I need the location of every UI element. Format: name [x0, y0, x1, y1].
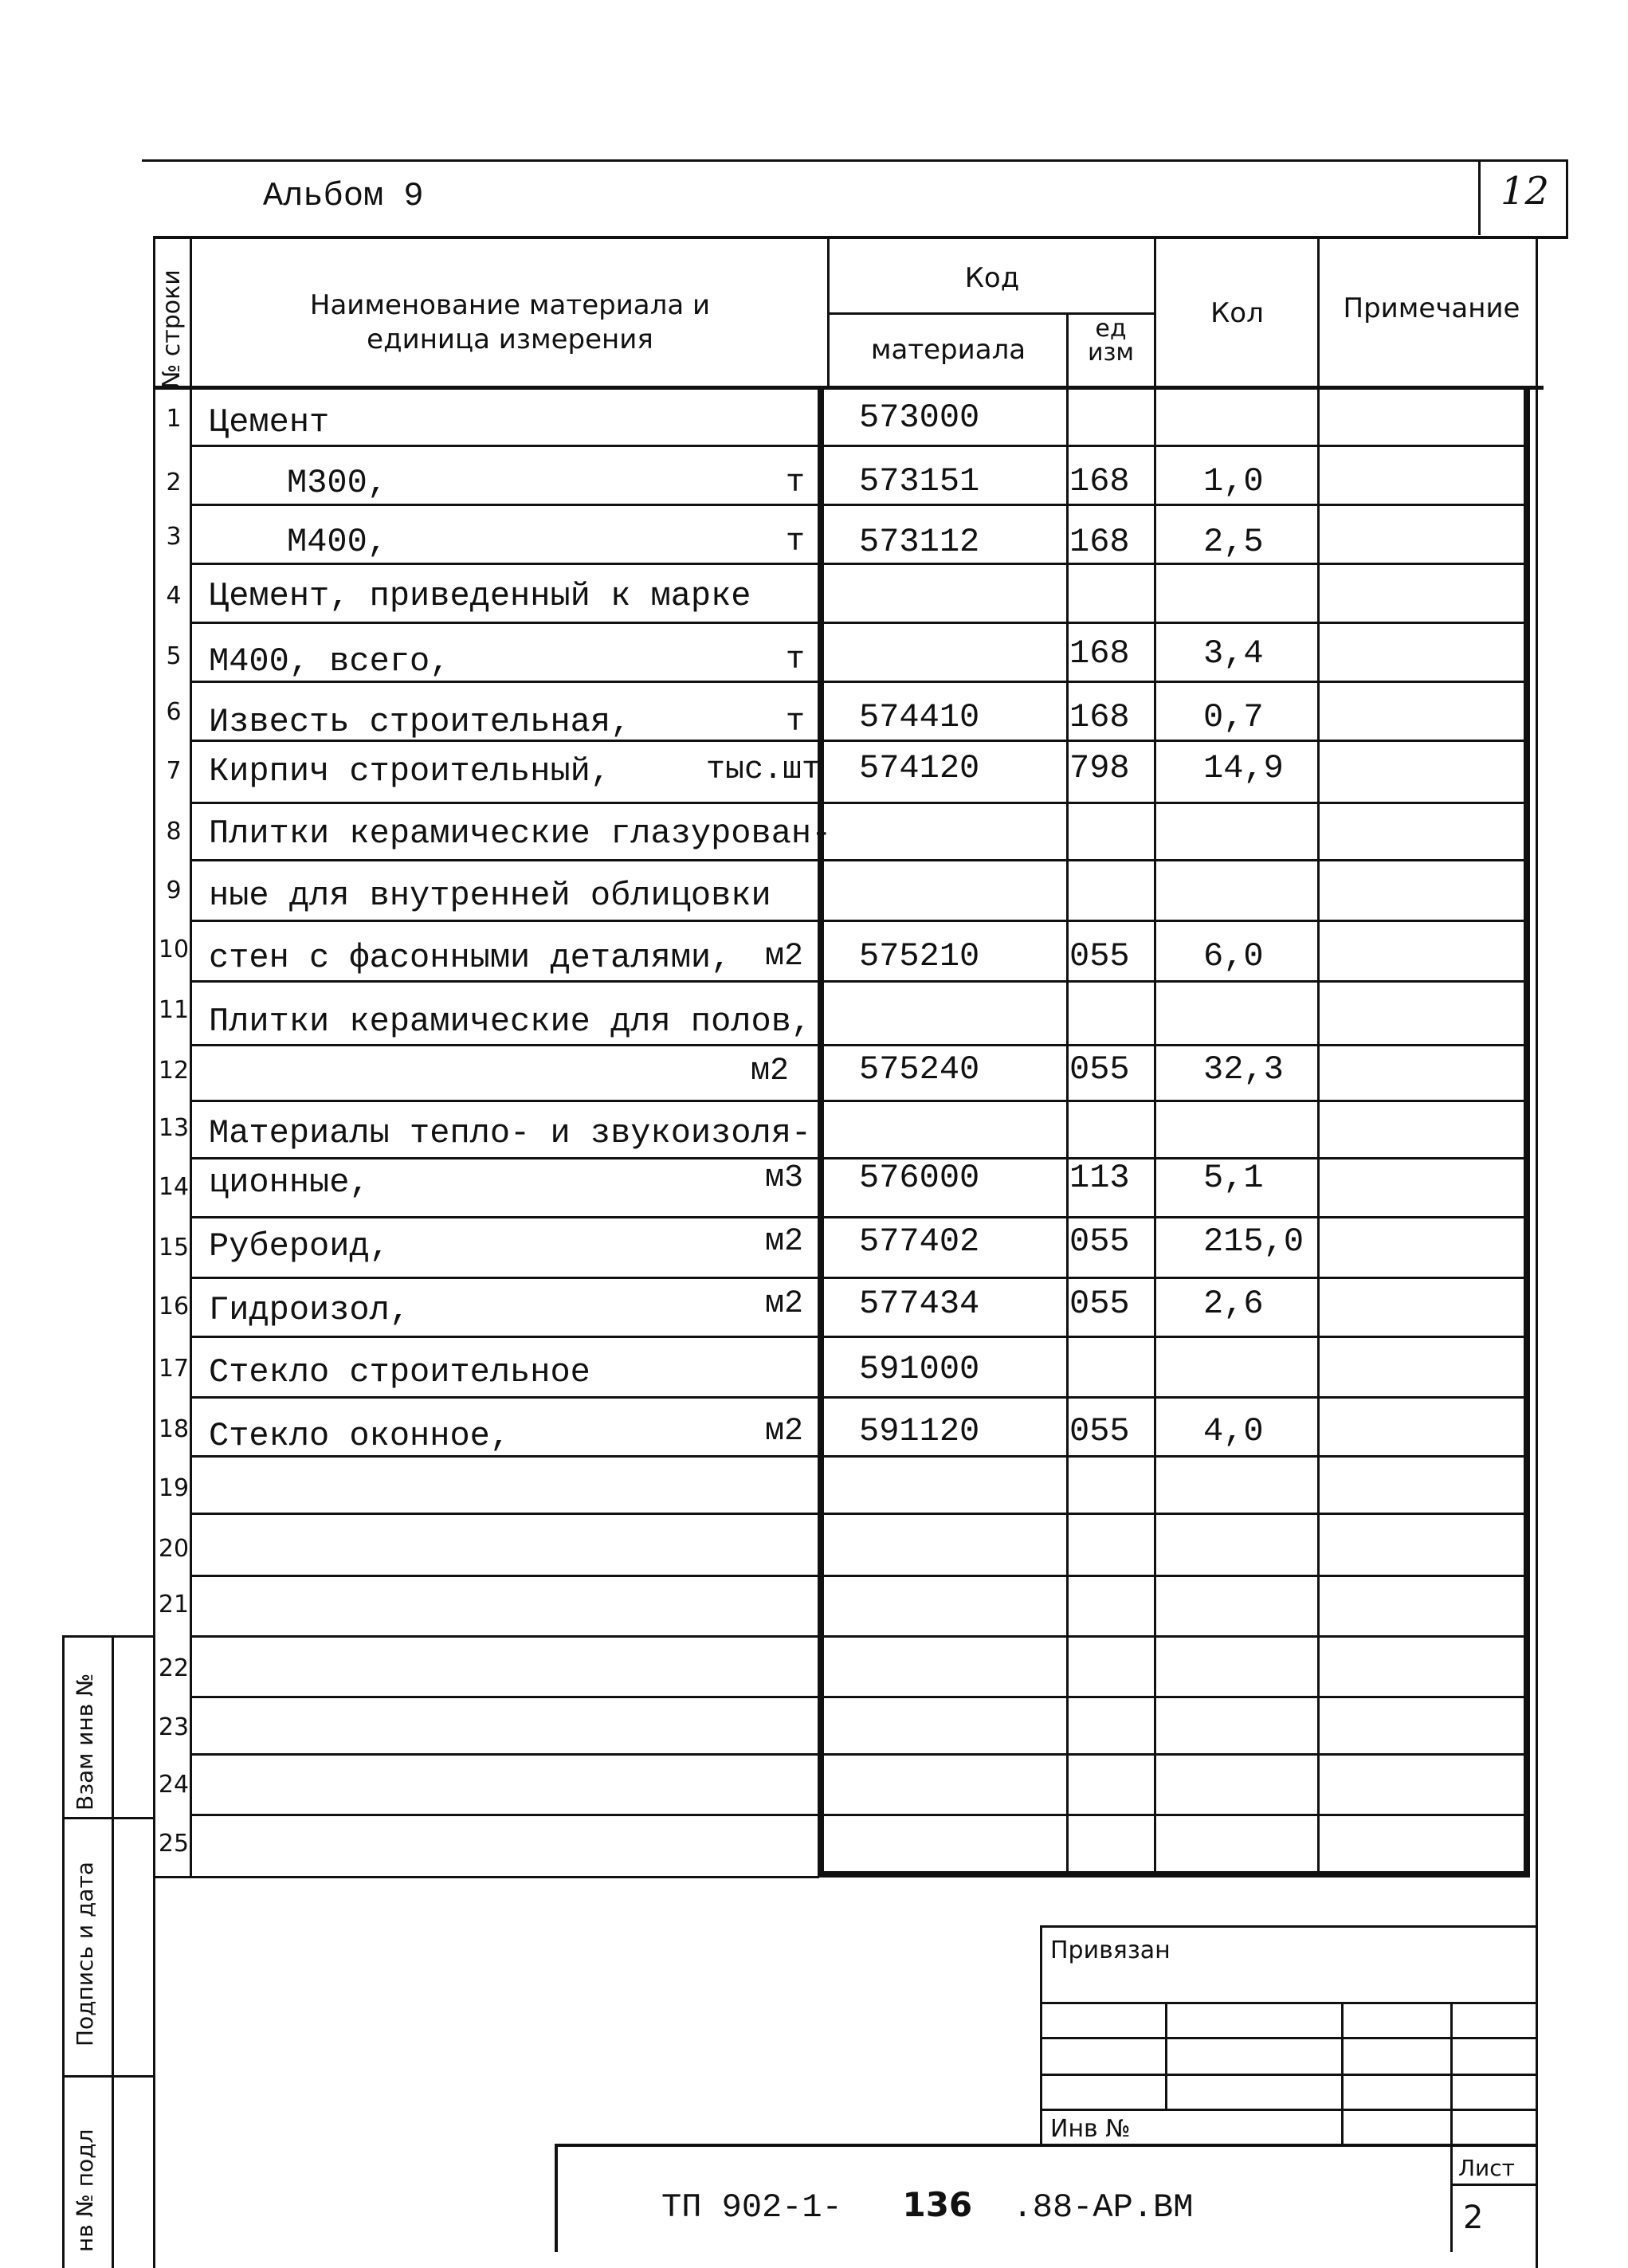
stamp-vline	[555, 2144, 558, 2252]
row-line	[190, 859, 1525, 861]
quantity-value: 32,3	[1203, 1050, 1284, 1089]
material-name: ные для внутренней облицовки	[209, 877, 771, 915]
quantity-column-line	[1154, 236, 1156, 1878]
unit-code: 113	[1069, 1159, 1130, 1197]
row-number: 2	[166, 469, 182, 496]
material-name: Известь строительная,	[209, 703, 631, 741]
row-number: 4	[166, 582, 182, 610]
code-unit-header	[1068, 317, 1154, 365]
material-name: Плитки керамические глазурован-	[209, 814, 832, 853]
material-name: М400, всего,	[209, 642, 450, 681]
inv-no-label: Инв №	[1050, 2115, 1131, 2143]
row-number: 10	[158, 936, 190, 963]
material-name: ционные,	[209, 1163, 370, 1202]
doc-code-series: ТП 902-1-	[661, 2188, 842, 2227]
row-number: 21	[158, 1591, 190, 1619]
row-number: 17	[158, 1355, 190, 1383]
material-name: Цемент	[209, 403, 330, 441]
row-number: 12	[158, 1057, 190, 1085]
code-unit-header-line2: изм	[1087, 339, 1135, 367]
row-line	[190, 1396, 1525, 1399]
row-number: 3	[166, 523, 182, 551]
row-line	[190, 1277, 1525, 1279]
unit-of-measure: м2	[764, 939, 803, 975]
row-line	[190, 1753, 1525, 1756]
side-stamp-line	[62, 1635, 155, 1638]
right-border-top	[1566, 159, 1568, 239]
material-name: Стекло строительное	[209, 1353, 590, 1391]
unit-of-measure: м2	[764, 1224, 803, 1260]
podpis-data-label: Подпись и дата	[72, 1862, 98, 2046]
row-line	[190, 504, 1525, 506]
row-line	[190, 1814, 1525, 1816]
row-line	[190, 802, 1525, 804]
unit-code: 055	[1069, 1412, 1130, 1450]
name-header-line2: единица измерения	[367, 323, 653, 355]
material-name: М400,	[287, 523, 388, 561]
material-name: Цемент, приведенный к марке	[209, 577, 751, 615]
row-line	[190, 563, 1525, 565]
row-line	[190, 1455, 1525, 1458]
stamp-vline	[1040, 1925, 1042, 2145]
row-number: 19	[158, 1474, 190, 1502]
unit-of-measure: т	[785, 524, 805, 560]
side-stamp-line	[62, 1817, 155, 1819]
row-number: 24	[158, 1771, 190, 1799]
row-number: 6	[166, 698, 182, 726]
quantity-value: 2,6	[1203, 1285, 1264, 1323]
material-code: 577402	[859, 1222, 980, 1261]
quantity-value: 3,4	[1203, 634, 1264, 673]
unit-of-measure: т	[785, 642, 805, 678]
name-header-line1: Наименование материала и	[309, 289, 711, 321]
unit-code: 168	[1069, 462, 1130, 500]
top-border	[142, 159, 1568, 162]
material-code: 591000	[859, 1350, 980, 1388]
list-value: 2	[1463, 2199, 1484, 2236]
quantity-value: 1,0	[1203, 462, 1264, 500]
right-outer-line	[1536, 236, 1538, 2268]
row-line	[190, 1336, 1525, 1338]
row-number: 18	[158, 1415, 190, 1443]
unit-code: 055	[1069, 1050, 1130, 1089]
material-code: 575240	[859, 1050, 980, 1089]
quantity-value: 4,0	[1203, 1412, 1264, 1450]
row-number: 1	[166, 405, 182, 433]
material-name: Плитки керамические для полов,	[209, 1003, 812, 1041]
note-header: Примечание	[1343, 292, 1520, 324]
unit-of-measure: м2	[750, 1054, 789, 1089]
row-line	[190, 1575, 1525, 1577]
material-code: 575210	[859, 937, 980, 975]
row-number: 20	[158, 1535, 190, 1563]
unit-code: 055	[1069, 1285, 1130, 1323]
row-number: 15	[158, 1234, 190, 1262]
material-code: 574410	[859, 698, 980, 736]
material-code: 576000	[859, 1159, 980, 1197]
stamp-line	[1040, 2074, 1538, 2076]
doc-code-suffix: .88-АР.ВМ	[1012, 2188, 1194, 2227]
document-code	[661, 2185, 1193, 2227]
material-name: М300,	[287, 464, 388, 502]
material-name: Стекло оконное,	[209, 1417, 511, 1455]
right-column-line-bold	[1524, 387, 1530, 1878]
code-material-header: материала	[870, 334, 1026, 366]
material-code: 573151	[859, 462, 980, 500]
material-code: 573112	[859, 523, 980, 561]
unit-of-measure: т	[785, 465, 805, 501]
table-bottom-bold-line	[818, 1871, 1530, 1878]
row-number: 25	[158, 1830, 190, 1858]
row-line	[190, 1216, 1525, 1218]
row-number: 14	[158, 1173, 190, 1201]
row-number: 8	[166, 818, 182, 846]
quantity-value: 6,0	[1203, 937, 1264, 975]
row-number: 22	[158, 1654, 190, 1682]
material-code: 574120	[859, 749, 980, 787]
list-label: Лист	[1458, 2155, 1515, 2181]
left-outer-line	[153, 236, 155, 2268]
quantity-value: 5,1	[1203, 1159, 1264, 1197]
row-line	[190, 1044, 1525, 1046]
row-number: 23	[158, 1713, 190, 1741]
stamp-line	[1040, 2002, 1538, 2004]
material-name: Материалы тепло- и звукоизоля-	[209, 1114, 812, 1152]
material-name: Рубероид,	[209, 1227, 390, 1265]
row-line	[190, 1696, 1525, 1698]
material-name: Кирпич строительный,	[209, 752, 611, 791]
row-number: 7	[166, 757, 182, 785]
stamp-line	[1040, 1925, 1538, 1928]
row-number-column-line	[190, 236, 192, 1878]
unit-code: 055	[1069, 937, 1130, 975]
unit-code: 055	[1069, 1222, 1130, 1261]
unit-code: 168	[1069, 698, 1130, 736]
row-line	[190, 1635, 1525, 1638]
name-column-line-bold	[818, 387, 824, 1878]
stamp-line	[1450, 2184, 1538, 2186]
doc-code-number: 136	[902, 2185, 973, 2224]
row-number: 5	[166, 642, 182, 670]
side-stamp-inner	[112, 1635, 114, 2268]
privyazan-label: Привязан	[1050, 1936, 1171, 1964]
row-number: 16	[158, 1293, 190, 1320]
row-line	[190, 445, 1525, 447]
code-unit-column-line	[1066, 312, 1069, 1878]
row-number: 13	[158, 1114, 190, 1142]
row-number: 9	[166, 877, 182, 904]
material-code: 573000	[859, 398, 980, 437]
material-name: стен с фасонными деталями,	[209, 939, 732, 977]
table-bottom-line	[153, 1876, 819, 1878]
row-line	[190, 920, 1525, 922]
side-stamp-outer	[62, 1635, 65, 2268]
code-header: Код	[964, 262, 1020, 294]
quantity-value: 2,5	[1203, 523, 1264, 561]
name-column-line-header	[827, 236, 830, 387]
stamp-line	[1040, 2037, 1538, 2039]
material-code: 577434	[859, 1285, 980, 1323]
row-number-header: № строки	[158, 269, 186, 389]
stamp-vline	[1165, 2002, 1167, 2109]
note-column-line	[1317, 236, 1320, 1878]
row-line	[190, 1100, 1525, 1102]
unit-of-measure: м2	[764, 1286, 803, 1322]
material-name: Гидроизол,	[209, 1291, 410, 1329]
unit-of-measure: т	[785, 704, 805, 740]
unit-of-measure: тыс.шт	[705, 752, 821, 788]
stamp-vline	[1341, 2002, 1344, 2144]
album-title: Альбом 9	[263, 177, 424, 215]
page-number-divider	[1478, 159, 1481, 235]
inv-podl-label: нв № подл	[72, 2129, 98, 2252]
unit-code: 168	[1069, 523, 1130, 561]
name-header	[191, 288, 829, 356]
quantity-value: 215,0	[1203, 1222, 1304, 1261]
stamp-line	[1040, 2109, 1538, 2111]
unit-code: 798	[1069, 749, 1130, 787]
unit-code: 168	[1069, 634, 1130, 673]
row-line	[190, 622, 1525, 624]
quantity-header: Кол	[1210, 297, 1264, 329]
stamp-vline	[1450, 2002, 1453, 2252]
stamp-line	[555, 2144, 1538, 2147]
unit-of-measure: м2	[764, 1414, 803, 1450]
quantity-value: 14,9	[1203, 749, 1284, 787]
material-code: 591120	[859, 1412, 980, 1450]
quantity-value: 0,7	[1203, 698, 1264, 736]
vzam-inv-label: Взам инв №	[72, 1673, 98, 1811]
side-stamp-line	[62, 2075, 155, 2078]
row-line	[190, 681, 1525, 683]
page-number: 12	[1501, 169, 1550, 214]
code-unit-header-line1: ед	[1095, 315, 1127, 343]
unit-of-measure: м3	[764, 1160, 803, 1196]
row-number: 11	[158, 996, 190, 1024]
row-line	[190, 1157, 1525, 1160]
row-line	[190, 1513, 1525, 1515]
row-line	[190, 980, 1525, 983]
header-top-line	[153, 236, 1568, 239]
header-bottom-line	[153, 386, 1544, 390]
